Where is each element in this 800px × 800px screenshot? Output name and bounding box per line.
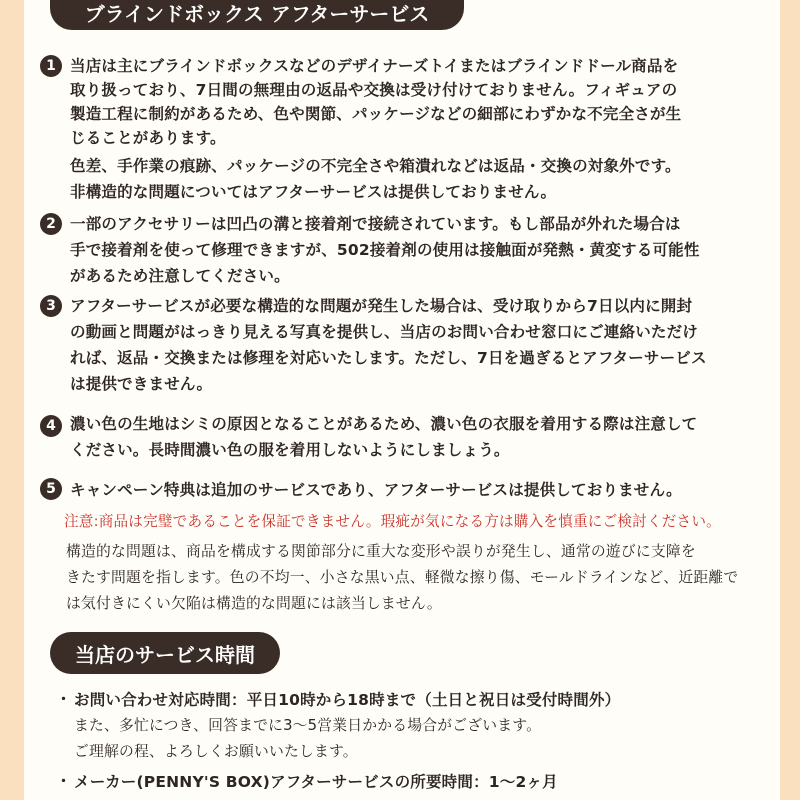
warning-notice: 注意:商品は完璧であることを保証できません。瑕疵が気になる方は購入を慎重にご検討ください。	[64, 513, 721, 530]
item-1-line-3: 製造工程に制約があるため、色や関節、パッケージなどの細部にわずかな不完全さが生	[70, 105, 682, 123]
item-2-line-3: があるため注意してください。	[70, 267, 290, 285]
definition-line-2: きたす問題を指します。色の不均一、小さな黒い点、軽微な擦り傷、モールドラインなど、近距離で	[66, 569, 739, 586]
item-5-line-1: キャンペーン特典は追加のサービスであり、アフターサービスは提供しておりません。	[70, 481, 682, 499]
definition-line-1: 構造的な問題は、商品を構成する関節部分に重大な変形や誤りが発生し、通常の遊びに支障を	[66, 543, 696, 560]
section-title-after-service: ブラインドボックス アフターサービス	[50, 0, 464, 30]
item-number-4: 4	[40, 415, 62, 437]
item-number-2: 2	[40, 213, 62, 235]
item-1-line-4: じることがあります。	[70, 129, 226, 147]
item-3-line-1: アフターサービスが必要な構造的な問題が発生した場合は、受け取りから7日以内に開封	[70, 297, 693, 315]
bullet-2-symbol: ・	[56, 772, 72, 790]
item-1-line-6: 非構造的な問題についてはアフターサービスは提供しておりません。	[70, 183, 557, 201]
definition-line-3: は気付きにくい欠陥は構造的な問題には該当しません。	[66, 595, 442, 612]
bullet-1-line-1: お問い合わせ対応時間：平日10時から18時まで（土日と祝日は受付時間外）	[74, 691, 621, 709]
item-number-1: 1	[40, 55, 62, 77]
item-1-line-5: 色差、手作業の痕跡、パッケージの不完全さや箱潰れなどは返品・交換の対象外です。	[70, 157, 681, 175]
item-1-line-1: 当店は主にブラインドボックスなどのデザイナーズトイまたはブラインドドール商品を	[70, 57, 679, 75]
item-number-3: 3	[40, 295, 62, 317]
item-3-line-3: れば、返品・交換または修理を対応いたします。ただし、7日を過ぎるとアフターサービス	[70, 349, 707, 367]
bullet-1-symbol: ・	[56, 690, 72, 708]
section-title-service-hours: 当店のサービス時間	[50, 632, 280, 674]
item-3-line-2: の動画と問題がはっきり見える写真を提供し、当店のお問い合わせ窓口にご連絡いただけ	[70, 323, 699, 341]
bullet-1-line-2: また、多忙につき、回答までに3～5営業日かかる場合がございます。	[74, 717, 542, 734]
item-1-line-2: 取り扱っており、7日間の無理由の返品や交換は受け付けておりません。フィギュアの	[70, 81, 678, 99]
bullet-2-line-1: メーカー(PENNY'S BOX)アフターサービスの所要時間：1～2ヶ月	[74, 773, 558, 791]
item-4-line-2: ください。長時間濃い色の服を着用しないようにしましょう。	[70, 441, 510, 459]
item-3-line-4: は提供できません。	[70, 375, 213, 393]
item-2-line-1: 一部のアクセサリーは凹凸の溝と接着剤で接続されています。もし部品が外れた場合は	[70, 215, 681, 233]
item-2-line-2: 手で接着剤を使って修理できますが、502接着剤の使用は接触面が発熱・黄変する可能性	[70, 241, 700, 259]
item-number-5: 5	[40, 478, 62, 500]
item-4-line-1: 濃い色の生地はシミの原因となることがあるため、濃い色の衣服を着用する際は注意して	[70, 415, 698, 433]
bullet-1-line-3: ご理解の程、よろしくお願いいたします。	[74, 743, 358, 760]
